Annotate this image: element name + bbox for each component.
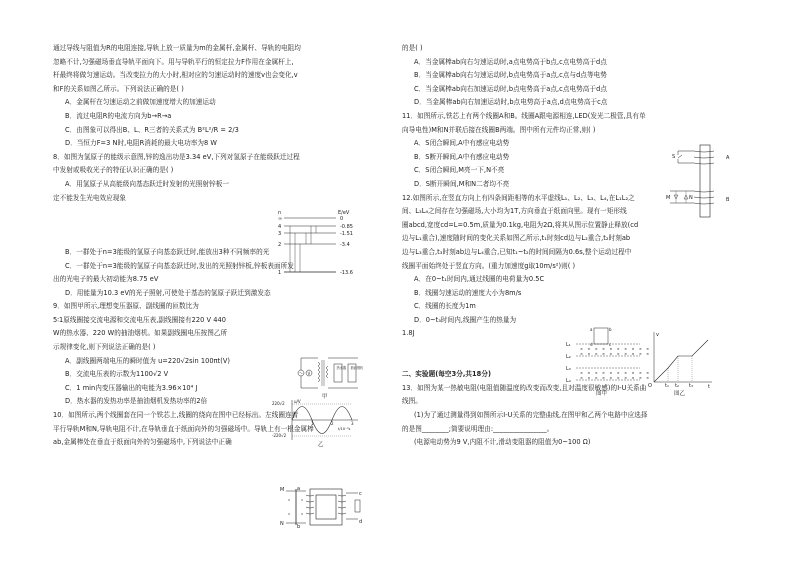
- hood-label: 抽油烟机: [350, 366, 364, 370]
- right-column-line: C．线圈的长度为1m: [414, 302, 476, 311]
- left-column-line: D．用能量为10.3 eV的光子照射,可使处于基态的氢原子跃迁到激发态: [65, 288, 271, 297]
- right-column-line: 12.如图所示,在竖直方向上有四条间距相等的水平虚线L₁、L₂、L₃、L₄,在L₁L₂之: [402, 193, 635, 202]
- right-column-line: 线圈平面始终处于竖直方向。(重力加速度g取10m/s²)则( ): [402, 261, 576, 270]
- svg-text:d: d: [590, 342, 593, 347]
- coil-b-label: B: [726, 197, 730, 203]
- coil-rail-diagram: [278, 485, 364, 529]
- level-energy: -1.51: [340, 231, 353, 237]
- right-column-line: 1.8J: [402, 329, 415, 338]
- level-n: 4: [278, 224, 282, 230]
- wave-tick: 2: [331, 421, 334, 426]
- right-column-line: 间、L₃L₄之间存在匀强磁场,大小均为1T,方向垂直于纸面向里。现有一矩形线: [402, 207, 627, 216]
- right-column-line: 的是图________;简要说明理由:________________。: [402, 424, 554, 433]
- right-column-line: 圈abcd,宽度cd=L=0.5m,质量为0.1kg,电阻为2Ω,将其从图示位置静止释放(cd: [402, 220, 639, 229]
- right-column-line: D．当金属棒ab向右加速运动时,b点电势高于a点,d点电势高于c点: [414, 98, 608, 107]
- left-column-line: 平行导轨M和N,导轨电阻不计,在导轨垂直于纸面向外的匀强磁场中。导轨上有一根金属棒: [53, 424, 314, 433]
- left-column-line: C．由图象可以得出B、L、R三者的关系式为 B²L²/R = 2/3: [65, 125, 239, 134]
- coil-a-label: A: [726, 155, 730, 161]
- left-column-line: 5∶1原线圈接交流电源和交流电压表,副线圈接有220 V 440: [53, 315, 226, 324]
- left-column-line: B．交流电压表的示数为1100√2 V: [65, 370, 169, 379]
- left-column-line: 中发射或吸收光子的特征认识正确的是( ): [53, 166, 174, 175]
- energy-axis-label: E/eV: [338, 210, 350, 216]
- point-d-label: d: [359, 519, 363, 525]
- svg-text:a: a: [590, 327, 593, 332]
- left-column-line: 杆最终将做匀速运动。当改变拉力的大小时,相对应的匀速运动时的速度v也会变化,v: [53, 71, 298, 80]
- level-n: 1: [278, 270, 282, 276]
- fig12-right-caption: 图乙: [674, 391, 686, 397]
- right-column-line: D．0~t₃时间内,线圈产生的热量为: [414, 315, 517, 324]
- left-column-line: 8．如图为氢原子的能级示意图,锌的逸出功是3.34 eV,下列对氢原子在能级跃迁过程: [53, 152, 300, 161]
- fig-label: 乙: [318, 442, 324, 448]
- vt-tick: t₃: [689, 383, 693, 389]
- left-column-line: 10．如图所示,两个线圈套在同一个铁芯上,线圈的绕向在图中已经标出。左线圈连着: [53, 411, 299, 420]
- right-column-line: 线图。: [402, 397, 422, 406]
- right-column-line: (电源电动势为9 V,内阻不计,滑动变阻器的阻值为0~100 Ω): [414, 438, 591, 447]
- right-column-line: 11．如图所示,铁芯上有两个线圈A和B。线圈A跟电源相连,LED(发光二极管,具有单: [402, 111, 646, 120]
- wave-min: -220√2: [272, 433, 287, 438]
- right-column-line: (1)为了通过测量得到如图所示I-U关系的完整曲线,在图甲和乙两个电路中应选择: [414, 411, 648, 420]
- switch-s-label: S: [672, 154, 676, 160]
- line-l4-label: L₄: [566, 378, 571, 384]
- point-c-label: c: [359, 491, 362, 497]
- level-n: 3: [278, 231, 282, 237]
- left-column-line: B．流过电阻R的电流方向为b→R→a: [65, 111, 172, 120]
- level-energy: -0.85: [340, 224, 353, 230]
- rod-a-label: a: [297, 486, 301, 492]
- vt-tick: t₂: [675, 383, 679, 389]
- wave-tick: 3: [351, 421, 354, 426]
- level-energy: -3.4: [340, 242, 350, 248]
- transformer-circuit: [296, 354, 364, 400]
- right-column-line: D．S断开瞬间,M和N二者均不亮: [414, 179, 510, 188]
- level-n: ∞: [278, 216, 283, 222]
- left-column-line: A．金属杆在匀速运动之前做加速度增大的加速运动: [65, 98, 216, 107]
- vt-origin: O: [648, 383, 652, 389]
- line-l1-label: L₁: [566, 342, 571, 348]
- rod-b-label: b: [297, 524, 301, 530]
- rail-n-label: N: [280, 521, 284, 527]
- left-column-line: 忽略不计,匀强磁场垂直导轨平面向下。用与导轨平行的恒定拉力F作用在金属杆上,: [53, 57, 294, 66]
- left-column-line: W的热水器、220 W的抽油烟机。如果副线圈电压按图乙所: [53, 329, 228, 338]
- rail-m-label: M: [280, 487, 285, 493]
- svg-text:× × × × × × × × × ×: × × × × × × × × × ×: [580, 352, 651, 356]
- right-column-line: 的是( ): [402, 44, 423, 52]
- left-column-line: D．热水器的发热功率是抽油烟机发热功率的2倍: [65, 397, 208, 406]
- left-column-line: C．一群处于n=3能级的氢原子向基态跃迁时,发出的光照射锌板,锌板表面所发: [65, 261, 294, 270]
- right-column-line: B．S断开瞬间,A中有感应电动势: [414, 152, 510, 161]
- falling-loop-diagram: [566, 326, 651, 397]
- fig-label: 甲: [322, 394, 328, 400]
- wave-tick: 1: [311, 421, 314, 426]
- svg-text:× × × × × × × × × ×: × × × × × × × × × ×: [580, 371, 651, 375]
- left-column-line: 9．如图甲所示,理想变压器原、副线圈的匝数比为: [53, 302, 199, 311]
- vt-tick: t₁: [665, 383, 669, 389]
- left-column-line: 定不能发生光电效应现象: [53, 193, 127, 202]
- left-column-line: A．副线圈两端电压的瞬时值为 u=220√2sin 100πt(V): [65, 356, 231, 365]
- vt-v-label: v: [656, 332, 659, 338]
- led-n-label: N: [689, 195, 693, 201]
- left-column-line: D．当恒力F=3 N时,电阻R消耗的最大电功率为8 W: [65, 139, 217, 148]
- n-label: n: [278, 210, 282, 216]
- right-column-line: C．S闭合瞬间,M亮一下,N不亮: [414, 166, 505, 175]
- right-column-line: B．当金属棒ab向右匀速运动时,b点电势高于a点,c点与d点等电势: [414, 71, 607, 80]
- level-n: 2: [278, 242, 282, 248]
- led-coil-diagram: [664, 141, 736, 221]
- right-column-line: 13．如图为某一热敏电阻(电阻值随温度的改变而改变,且对温度很敏感)的I-U关系曲: [402, 383, 647, 392]
- heater-label: 热水器: [336, 366, 347, 370]
- left-column-line: 示规律变化,则下列说法正确的是( ): [53, 343, 156, 352]
- line-l3-label: L₃: [566, 366, 571, 372]
- vt-t-label: t: [708, 384, 710, 390]
- voltage-waveform: [272, 398, 362, 448]
- velocity-time-graph: [646, 330, 714, 397]
- line-l2-label: L₂: [566, 354, 571, 360]
- fig12-left-caption: 图甲: [596, 391, 608, 397]
- left-column-line: ab,金属棒处在垂直于纸面向外的匀强磁场中,下列说法中正确: [53, 438, 232, 447]
- wave-max: 220√2: [272, 401, 285, 406]
- right-column-line: 边与L₁重合),速度随时间的变化关系如图乙所示,t₁时刻cd边与L₂重合,t₂时刻ab: [402, 234, 631, 243]
- right-column-line: 二、实验题(每空3分,共18分): [402, 370, 492, 379]
- level-energy: 0: [340, 216, 344, 222]
- right-column-line: A．在0~t₁时间内,通过线圈的电荷量为0.5C: [414, 275, 545, 284]
- left-column-line: 出的光电子的最大初动能为8.75 eV: [53, 275, 159, 284]
- wave-u-label: u/V: [294, 399, 301, 404]
- right-column-line: A．当金属棒ab向右匀速运动时,a点电势高于b点,c点电势高于d点: [414, 57, 607, 66]
- wave-t-label: t/10⁻²s: [338, 427, 351, 431]
- svg-text:× × × × × × × × × ×: × × × × × × × × × ×: [580, 347, 651, 351]
- right-column-line: C．当金属棒ab向右加速运动时,b点电势高于a点,c点电势高于d点: [414, 84, 607, 93]
- right-column-line: 向导电性)M和N并联后接在线圈B两端。图中所有元件均正常,则( ): [402, 125, 596, 134]
- right-column-line: B．线圈匀速运动的速度大小为8m/s: [414, 288, 522, 297]
- svg-text:c: c: [609, 342, 612, 347]
- left-column-line: C．1 min内变压器输出的电能为3.96×10⁴ J: [65, 383, 198, 392]
- left-column-line: A．用氢原子从高能级向基态跃迁时发射的光照射锌板一: [65, 179, 230, 188]
- svg-text:V: V: [307, 371, 311, 376]
- level-energy: -13.6: [340, 270, 353, 276]
- led-m-label: M: [666, 195, 671, 201]
- left-column-line: B．一群处于n=3能级的氢原子向基态跃迁时,能放出3种不同频率的光: [65, 247, 270, 256]
- energy-level-diagram: [276, 208, 371, 278]
- left-column-line: 和F的关系如图乙所示。下列说法正确的是( ): [53, 84, 184, 93]
- svg-text:× × × × × × × × × ×: × × × × × × × × × ×: [580, 376, 651, 380]
- svg-text:b: b: [609, 327, 612, 332]
- right-column-line: 边与L₃重合,t₃时刻ab边与L₄重合,已知t₁~t₂的时间间隔为0.6s,整个运动过程中: [402, 247, 632, 256]
- right-column-line: A．S闭合瞬间,A中有感应电动势: [414, 139, 510, 148]
- left-column-line: 通过导线与阻值为R的电阻连接,导轨上放一质量为m的金属杆,金属杆、导轨的电阻均: [53, 44, 301, 52]
